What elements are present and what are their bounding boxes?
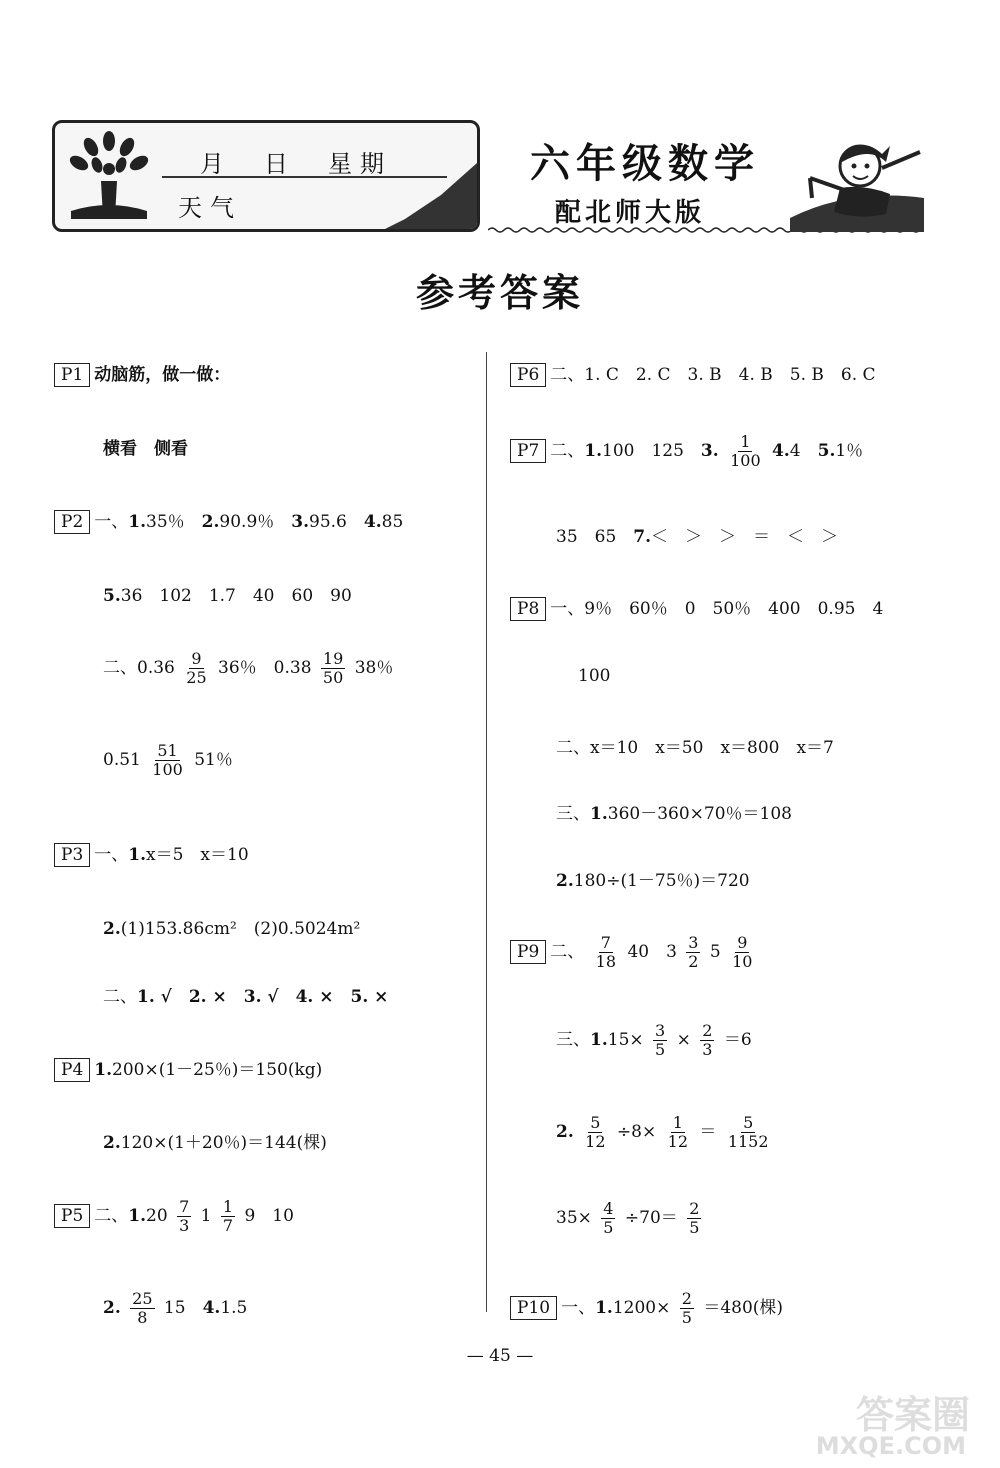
weather-label: 天气 — [178, 194, 242, 222]
answer-p10-line1: P10 一、1.1200× $\frac{2}{5}$ ＝480(棵) — [510, 1290, 783, 1327]
watermark-url: MXQE.COM — [815, 1432, 966, 1460]
column-divider — [486, 352, 487, 1312]
fraction: $\frac{1}{12}$ — [667, 1113, 688, 1151]
tree-logo-icon — [61, 129, 157, 225]
answer-p4-line2: 2.120×(1＋20％)＝144(棵) — [103, 1133, 327, 1153]
watermark-logo: 答案圈 — [855, 1393, 970, 1437]
fraction: $\frac{7}{3}$ — [179, 1197, 190, 1235]
answer-p9-line3: 2. $\frac{5}{12}$ ÷8× $\frac{1}{12}$ ＝ $\frac{5}{1152}$ — [556, 1113, 769, 1151]
answer-p2-line1: P2 一、1.35％ 2.90.9％ 3.95.6 4.85 — [54, 507, 403, 534]
page-tag-p3: P3 — [54, 843, 90, 867]
fraction: $\frac{19}{50}$ — [322, 649, 344, 687]
answer-p7-line1: P7 二、1.100 125 3. $\frac{1}{100}$ 4.4 5.1％ — [510, 433, 863, 470]
answer-p8-line5: 2.180÷(1－75％)＝720 — [556, 871, 750, 891]
answer-p3-line1: P3 一、1.x＝5 x＝10 — [54, 840, 249, 867]
fraction: $\frac{2}{3}$ — [702, 1021, 713, 1059]
answer-p2-line3: 二、0.36 $\frac{9}{25}$ 36％ 0.38 $\frac{19}{50}$ 38％ — [103, 649, 394, 687]
answer-p3-line2: 2.(1)153.86cm² (2)0.5024m² — [103, 919, 361, 939]
page-tag-p6: P6 — [510, 363, 546, 387]
answer-p3-line3: 二、1. √ 2. × 3. √ 4. × 5. × — [103, 987, 389, 1007]
answer-p2-line2: 5.36 102 1.7 40 60 90 — [103, 586, 352, 606]
fraction: $\frac{5}{1152}$ — [727, 1113, 769, 1151]
answer-p1-line1: P1 动脑筋，做一做： — [54, 360, 230, 387]
answer-p8-line1: P8 一、9％ 60％ 0 50％ 400 0.95 4 — [510, 594, 883, 621]
fraction: $\frac{25}{8}$ — [132, 1289, 153, 1327]
fraction: $\frac{7}{18}$ — [595, 933, 617, 971]
answer-p1-line2: 横看 侧看 — [103, 439, 188, 459]
fraction: $\frac{3}{5}$ — [655, 1021, 666, 1059]
answer-p8-line4: 三、1.360－360×70％＝108 — [556, 804, 792, 824]
sledding-child-illustration — [790, 128, 924, 232]
fraction: $\frac{2}{5}$ — [681, 1289, 692, 1327]
page-number: — 45 — — [466, 1346, 534, 1366]
book-title: 六年级数学 — [530, 141, 760, 187]
fraction: $\frac{3}{2}$ — [688, 933, 699, 971]
page-heading: 参考答案 — [415, 271, 584, 315]
answer-p5-line1: P5 二、1.20 $\frac{7}{3}$ 1 $\frac{1}{7}$ 9 10 — [54, 1198, 294, 1235]
answer-p8-line3: 二、x＝10 x＝50 x＝800 x＝7 — [556, 738, 834, 758]
answer-p9-line4: 35× $\frac{4}{5}$ ÷70＝ $\frac{2}{5}$ — [556, 1199, 700, 1237]
date-label: 月 日 星期 — [200, 150, 392, 178]
fraction: $\frac{1}{7}$ — [222, 1197, 234, 1235]
fraction: $\frac{4}{5}$ — [603, 1199, 614, 1237]
page-tag-p8: P8 — [510, 597, 546, 621]
page-tag-p9: P9 — [510, 940, 546, 964]
answer-p2-line4: 0.51 $\frac{51}{100}$ 51％ — [103, 741, 233, 779]
fraction: $\frac{1}{100}$ — [730, 432, 761, 470]
fraction: $\frac{9}{25}$ — [186, 649, 207, 687]
page-tag-p2: P2 — [54, 510, 90, 534]
fraction: $\frac{9}{10}$ — [732, 933, 753, 971]
answer-p6-line1: P6 二、1. C 2. C 3. B 4. B 5. B 6. C — [510, 360, 876, 387]
answer-p7-line2: 35 65 7.＜ ＞ ＞ ＝ ＜ ＞ — [556, 527, 839, 547]
answer-p8-line2: 100 — [578, 666, 611, 686]
answer-p5-line2: 2. $\frac{25}{8}$ 15 4.1.5 — [103, 1289, 248, 1327]
page-tag-p10: P10 — [510, 1296, 557, 1320]
fraction: $\frac{51}{100}$ — [152, 741, 183, 779]
fraction: $\frac{2}{5}$ — [689, 1199, 700, 1237]
answer-p4-line1: P4 1.200×(1－25％)＝150(kg) — [54, 1055, 322, 1082]
page-tag-p5: P5 — [54, 1204, 90, 1228]
answer-p9-line2: 三、1.15× $\frac{3}{5}$ × $\frac{2}{3}$ ＝6 — [556, 1021, 752, 1059]
page-tag-p4: P4 — [54, 1058, 90, 1082]
page-tag-p7: P7 — [510, 439, 546, 463]
page-tag-p1: P1 — [54, 363, 90, 387]
book-edition: 配北师大版 — [555, 198, 706, 228]
answer-p9-line1: P9 二、 $\frac{7}{18}$ 40 3 $\frac{3}{2}$ 5 $\frac{9}{10}$ — [510, 934, 758, 971]
fraction: $\frac{5}{12}$ — [585, 1113, 606, 1151]
